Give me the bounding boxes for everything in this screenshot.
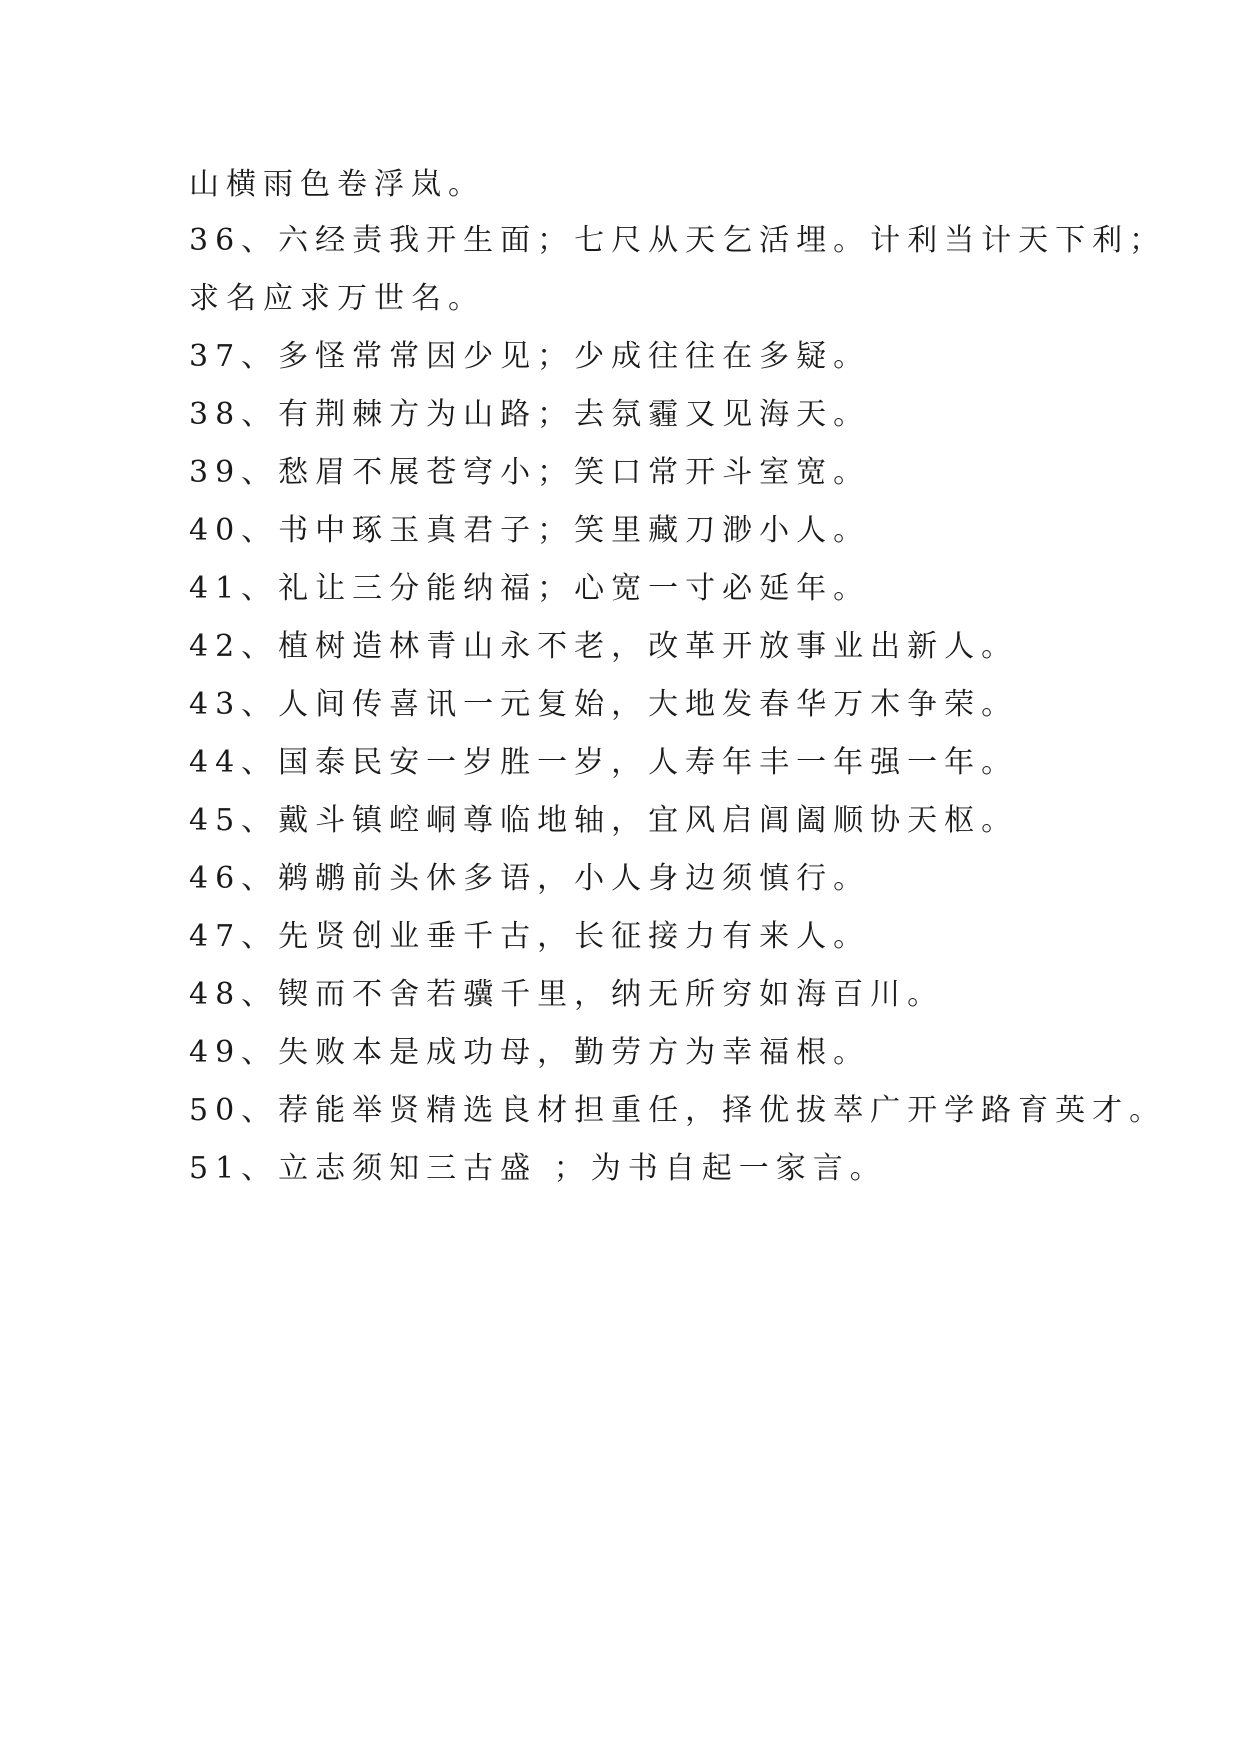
list-item: 36、六经责我开生面；七尺从天乞活埋。计利当计天下利； xyxy=(189,223,1167,258)
text-line: 山横雨色卷浮岚。 xyxy=(189,167,485,202)
list-item: 37、多怪常常因少见；少成往往在多疑。 xyxy=(189,339,871,374)
list-item: 45、戴斗镇崆峒尊临地轴，宜风启阊阖顺协天枢。 xyxy=(189,803,1019,838)
list-item: 43、人间传喜讯一元复始，大地发春华万木争荣。 xyxy=(189,687,1019,722)
text-line: 求名应求万世名。 xyxy=(189,281,485,316)
list-item: 39、愁眉不展苍穹小；笑口常开斗室宽。 xyxy=(189,455,871,490)
list-item: 47、先贤创业垂千古，长征接力有来人。 xyxy=(189,919,871,954)
couplet-list xyxy=(189,158,1189,1198)
list-item: 44、国泰民安一岁胜一岁，人寿年丰一年强一年。 xyxy=(189,745,1019,780)
list-item: 38、有荆棘方为山路；去氛霾又见海天。 xyxy=(189,397,871,432)
list-item: 51、立志须知三古盛 ；为书自起一家言。 xyxy=(189,1151,887,1186)
list-item: 46、鹈鹕前头休多语，小人身边须慎行。 xyxy=(189,861,871,896)
list-item: 48、锲而不舍若骥千里，纳无所穷如海百川。 xyxy=(189,977,945,1012)
list-item: 40、书中琢玉真君子；笑里藏刀渺小人。 xyxy=(189,513,871,548)
list-item: 41、礼让三分能纳福；心宽一寸必延年。 xyxy=(189,571,871,606)
list-item: 50、荐能举贤精选良材担重任，择优拔萃广开学路育英才。 xyxy=(189,1093,1167,1128)
list-item: 42、植树造林青山永不老，改革开放事业出新人。 xyxy=(189,629,1019,664)
list-item: 49、失败本是成功母，勤劳方为幸福根。 xyxy=(189,1035,871,1070)
